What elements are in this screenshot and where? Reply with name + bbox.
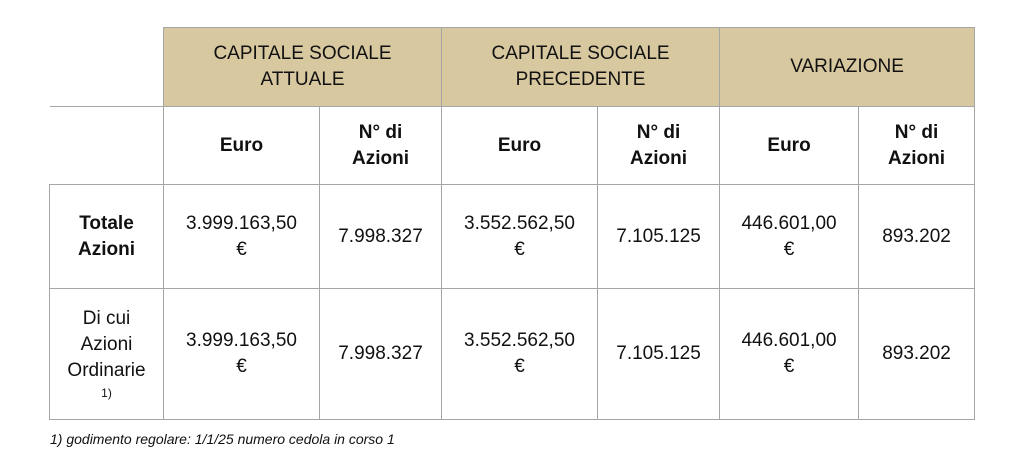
share-capital-table (49, 27, 975, 420)
table-row (50, 289, 975, 420)
corner-cell-lower (50, 107, 164, 185)
subheader-previous-shares: N° di Azioni (598, 107, 720, 185)
subheader-current-shares: N° di Azioni (320, 107, 442, 185)
cell-previous-euro: 3.552.562,50 € (442, 185, 598, 289)
table-row (50, 185, 975, 289)
cell-previous-shares: 7.105.125 (598, 185, 720, 289)
footnote-marker: 1) (101, 386, 112, 400)
cell-change-euro: 446.601,00 € (720, 289, 859, 420)
cell-change-shares: 893.202 (859, 185, 975, 289)
footnote: 1) godimento regolare: 1/1/25 numero cedola in corso 1 (50, 431, 395, 447)
cell-change-euro: 446.601,00 € (720, 185, 859, 289)
cell-previous-shares: 7.105.125 (598, 289, 720, 420)
subheader-current-euro: Euro (164, 107, 320, 185)
group-header-row (50, 28, 975, 107)
cell-current-shares: 7.998.327 (320, 185, 442, 289)
corner-cell (50, 28, 164, 107)
header-previous-capital: CAPITALE SOCIALE PRECEDENTE (442, 28, 720, 107)
cell-change-shares: 893.202 (859, 289, 975, 420)
sub-header-row (50, 107, 975, 185)
cell-current-euro: 3.999.163,50 € (164, 289, 320, 420)
cell-current-euro: 3.999.163,50 € (164, 185, 320, 289)
cell-current-shares: 7.998.327 (320, 289, 442, 420)
subheader-previous-euro: Euro (442, 107, 598, 185)
header-current-capital: CAPITALE SOCIALE ATTUALE (164, 28, 442, 107)
subheader-change-shares: N° di Azioni (859, 107, 975, 185)
subheader-change-euro: Euro (720, 107, 859, 185)
row-label-total-shares: Totale Azioni (50, 185, 164, 289)
header-variation: VARIAZIONE (720, 28, 975, 107)
row-label-ordinary-shares: Di cui Azioni Ordinarie 1) (50, 289, 164, 420)
cell-previous-euro: 3.552.562,50 € (442, 289, 598, 420)
